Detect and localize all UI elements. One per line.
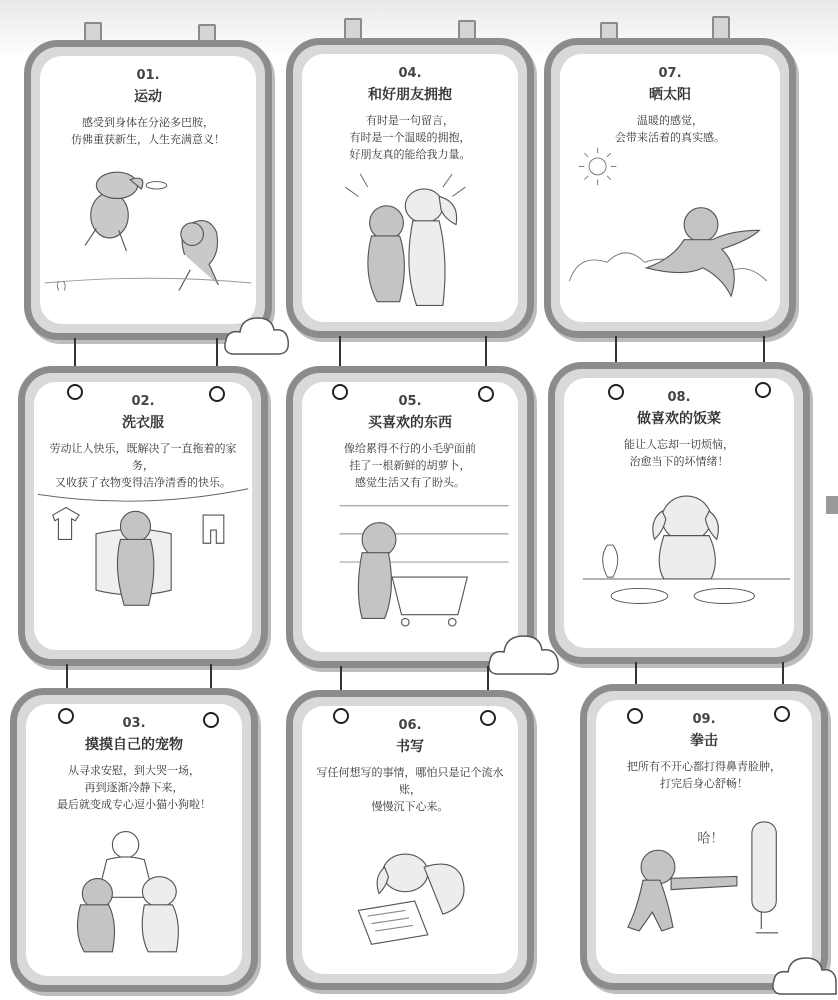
card-exercise: [24, 40, 272, 340]
hanging-ring: [478, 386, 494, 402]
card-cooking: [548, 362, 810, 664]
cloud-decoration: [770, 950, 838, 1000]
card-title: 晒太阳: [649, 87, 691, 103]
hanging-ring: [608, 384, 624, 400]
hanging-ring: [774, 706, 790, 722]
exclaim-text: 哈！: [697, 831, 724, 847]
card-number: 02.: [131, 394, 155, 409]
card-description: 把所有不开心都打得鼻青脸肿， 打完后身心舒畅！: [627, 760, 781, 790]
hug-illustration: [302, 54, 518, 322]
hanging-ring: [203, 712, 219, 728]
card-number: 01.: [136, 68, 160, 83]
card-number: 08.: [667, 390, 691, 405]
card-boxing: [580, 684, 828, 990]
hanging-ring: [755, 382, 771, 398]
hanging-ring: [209, 386, 225, 402]
card-hug-friend: [286, 38, 534, 338]
card-title: 买喜欢的东西: [368, 415, 452, 431]
card-description: 像给累得不行的小毛驴面前 挂了一根新鲜的胡萝卜， 感觉生活又有了盼头。: [344, 442, 476, 489]
card-description: 劳动让人快乐，既解决了一直拖着的家务， 又收获了衣物变得洁净清香的快乐。: [49, 442, 237, 489]
writing-illustration: [302, 706, 518, 974]
card-title: 摸摸自己的宠物: [85, 737, 183, 753]
hanging-ring: [333, 708, 349, 724]
card-number: 03.: [122, 716, 146, 731]
card-title: 洗衣服: [122, 415, 164, 431]
card-title: 和好朋友拥抱: [368, 87, 452, 103]
shopping-illustration: [302, 382, 518, 652]
card-shopping: [286, 366, 534, 668]
card-sunbathe: [544, 38, 796, 338]
hanging-ring: [67, 384, 83, 400]
card-writing: [286, 690, 534, 990]
hanging-ring: [480, 710, 496, 726]
card-description: 温暖的感觉， 会带来活着的真实感。: [615, 114, 725, 144]
card-number: 07.: [658, 66, 682, 81]
card-description: 写任何想写的事情，哪怕只是记个流水账， 慢慢沉下心来。: [316, 766, 504, 813]
card-title: 运动: [134, 89, 162, 105]
card-pet: [10, 688, 258, 992]
laundry-illustration: [34, 382, 252, 650]
card-title: 书写: [396, 739, 424, 755]
cloud-decoration: [222, 310, 292, 362]
hanging-ring: [58, 708, 74, 724]
boxing-illustration: [596, 700, 812, 974]
card-number: 06.: [398, 718, 422, 733]
card-description: 能让人忘却一切烦恼， 治愈当下的坏情绪！: [624, 438, 734, 468]
side-tab: [826, 496, 838, 514]
hanging-ring: [627, 708, 643, 724]
card-title: 拳击: [690, 733, 718, 749]
card-description: 从寻求安慰，到大哭一场， 再到逐渐冷静下来， 最后就变成专心逗小猫小狗啦！: [57, 764, 211, 811]
pet-illustration: [26, 704, 242, 976]
card-number: 04.: [398, 66, 422, 81]
cooking-illustration: [564, 378, 794, 648]
card-description: 有时是一句留言， 有时是一个温暖的拥抱， 好朋友真的能给我力量。: [349, 114, 471, 161]
hanging-ring: [332, 384, 348, 400]
sunbathe-illustration: [560, 54, 780, 322]
cloud-decoration: [486, 626, 562, 682]
card-laundry: [18, 366, 268, 666]
card-title: 做喜欢的饭菜: [637, 411, 721, 427]
card-number: 09.: [692, 712, 716, 727]
exercise-illustration: [40, 56, 256, 324]
card-number: 05.: [398, 394, 422, 409]
card-description: 感受到身体在分泌多巴胺， 仿佛重获新生，人生充满意义！: [71, 116, 225, 146]
